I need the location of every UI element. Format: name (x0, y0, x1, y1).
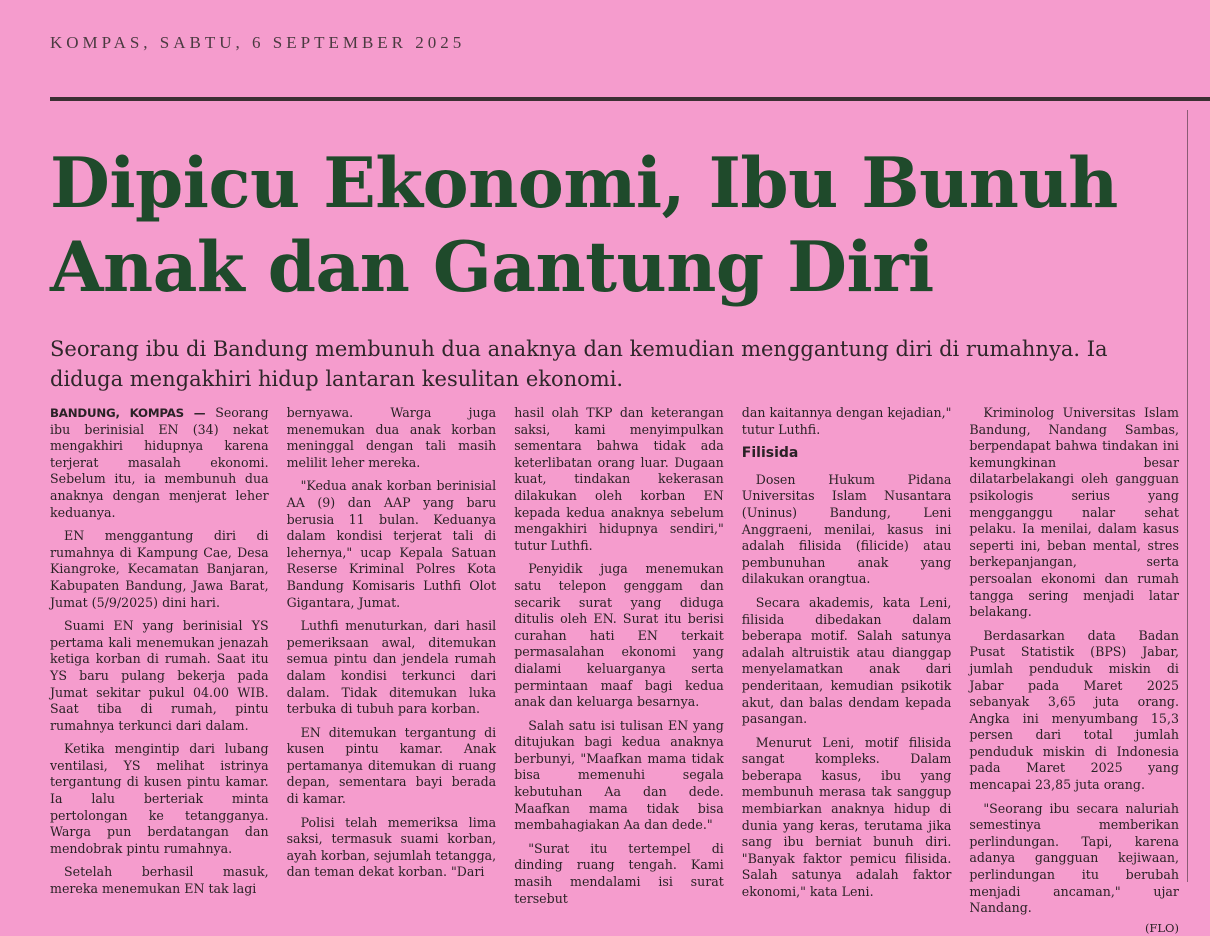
article-paragraph: Dosen Hukum Pidana Universitas Islam Nusantara (Uninus) Bandung, Leni Anggraeni, menilai, kasus ini adalah filisida (filicide) atau pembunuhan anak yang dilakukan orangtua. (741, 471, 952, 587)
article-paragraph: EN menggantung diri di rumahnya di Kampung Cae, Desa Kiangroke, Kecamatan Banjaran, Kabupaten Bandung, Jawa Barat, Jumat (5/9/2025) dini hari. (50, 528, 269, 610)
article-paragraph: Suami EN yang berinisial YS pertama kali menemukan jenazah ketiga korban di rumah. Saat itu YS baru pulang bekerja pada Jumat sekitar pukul 04.00 WIB. Saat tiba di rumah, pintu rumahnya terkunci dari dalam. (50, 618, 269, 733)
article-column-2 (278, 405, 506, 882)
article-paragraph: "Seorang ibu secara naluriah semestinya memberikan perlindungan. Tapi, karena adanya gangguan kejiwaan, perlindungan itu berubah menjadi ancaman," ujar Nandang. (969, 800, 1179, 916)
article-paragraph: "Kedua anak korban berinisial AA (9) dan AAP yang baru berusia 11 bulan. Keduanya dalam kondisi terjerat tali di lehernya," ucap Kepala Satuan Reserse Kriminal Polres Kota Bandung Komisaris Luthfi Olot Gigantara, Jumat. (286, 478, 497, 610)
section-subhead: Filisida (741, 445, 799, 462)
article-paragraph: Polisi telah memeriksa lima saksi, termasuk suami korban, ayah korban, sejumlah tetangga, dan teman dekat korban. "Dari (286, 814, 497, 880)
article-body (50, 405, 1188, 935)
article-paragraph: Salah satu isi tulisan EN yang ditujukan bagi kedua anaknya berbunyi, "Maafkan mama tidak bisa memenuhi segala kebutuhan Aa dan dede. Maafkan mama tidak bisa membahagiakan Aa dan dede." (514, 717, 724, 833)
article-paragraph: Secara akademis, kata Leni, filisida dibedakan dalam beberapa motif. Salah satunya adalah altruistik atau dianggap menyelamatkan anak dari penderitaan, kemudian psikotik akut, dan balas dendam kepada pasangan. (741, 594, 952, 727)
dateline: BANDUNG, KOMPAS — (50, 406, 206, 420)
article-paragraph: Setelah berhasil masuk, mereka menemukan EN tak lagi (50, 864, 269, 897)
author-credit: (FLO) (1144, 920, 1179, 935)
article-paragraph: Ketika mengintip dari lubang ventilasi, YS melihat istrinya tergantung di kusen pintu kamar. Ia lalu berteriak minta pertolongan ke tetangganya. Warga pun berdatangan dan mendobrak pintu rumahnya. (50, 741, 269, 856)
article-paragraph: Penyidik juga menemukan satu telepon genggam dan secarik surat yang diduga ditulis oleh EN. Surat itu berisi curahan hati EN terkait permasalahan ekonomi yang dialami keluarganya serta permintaan maaf bagi kedua anak dan keluarga besarnya. (514, 561, 724, 710)
article-paragraph: dan kaitannya dengan kejadian," tutur Luthfi. (741, 405, 952, 437)
headline: Dipicu Ekonomi, Ibu Bunuh Anak dan Gantung Diri (50, 143, 1118, 308)
article-column-5 (960, 405, 1188, 935)
article-paragraph: Kriminolog Universitas Islam Bandung, Nandang Sambas, berpendapat bahwa tindakan ini kemungkinan besar dilatarbelakangi oleh gangguan psikologis serius yang mengganggu nalar sehat pelaku. Ia menilai, dalam kasus seperti ini, beban mental, stres berkepanjangan, serta persoalan ekonomi dan rumah tangga sering menjadi latar belakang. (969, 405, 1179, 620)
article-paragraph: EN ditemukan tergantung di kusen pintu kamar. Anak pertamanya ditemukan di ruang depan, sementara bayi berada di kamar. (286, 724, 497, 807)
article-paragraph: bernyawa. Warga juga menemukan dua anak korban meninggal dengan tali masih melilit leher mereka. (286, 405, 497, 470)
article-column-3 (505, 405, 733, 906)
header-rule (50, 97, 1210, 101)
article-paragraph: "Surat itu tertempel di dinding ruang tengah. Kami masih mendalami isi surat tersebut (514, 840, 724, 906)
article-column-4 (733, 405, 961, 900)
dek: Seorang ibu di Bandung membunuh dua anaknya dan kemudian menggantung diri di rumahnya. Ia diduga mengakhiri hidup lantaran kesulitan ekonomi. (50, 337, 1108, 391)
paragraph-text: Seorang ibu berinisial EN (34) nekat mengakhiri hidupnya karena terjerat masalah ekonomi. Sebelum itu, ia membunuh dua anaknya dengan menjerat leher keduanya. (50, 405, 269, 520)
masthead: KOMPAS, SABTU, 6 SEPTEMBER 2025 (50, 33, 466, 52)
article-paragraph: Menurut Leni, motif filisida sangat kompleks. Dalam beberapa kasus, ibu yang membunuh merasa tak sanggup membiarkan anaknya hidup di dunia yang keras, terutama jika sang ibu berniat bunuh diri. "Banyak faktor pemicu filisida. Salah satunya adalah faktor ekonomi," kata Leni. (741, 734, 952, 900)
article-column-1 (50, 405, 278, 897)
article-paragraph: Berdasarkan data Badan Pusat Statistik (BPS) Jabar, jumlah penduduk miskin di Jabar pada Maret 2025 sebanyak 3,65 juta orang. Angka ini menyumbang 15,3 persen dari total jumlah penduduk miskin di Indonesia pada Maret 2025 yang mencapai 23,85 juta orang. (969, 627, 1179, 793)
article-paragraph: hasil olah TKP dan keterangan saksi, kami menyimpulkan sementara bahwa tidak ada keterlibatan orang luar. Dugaan kuat, tindakan kekerasan dilakukan oleh korban EN kepada kedua anaknya sebelum mengakhiri hidupnya sendiri," tutur Luthfi. (514, 405, 724, 553)
article-paragraph (50, 405, 269, 521)
article-paragraph: Luthfi menuturkan, dari hasil pemeriksaan awal, ditemukan semua pintu dan jendela rumah dalam kondisi terkunci dari dalam. Tidak ditemukan luka terbuka di tubuh para korban. (286, 618, 497, 717)
